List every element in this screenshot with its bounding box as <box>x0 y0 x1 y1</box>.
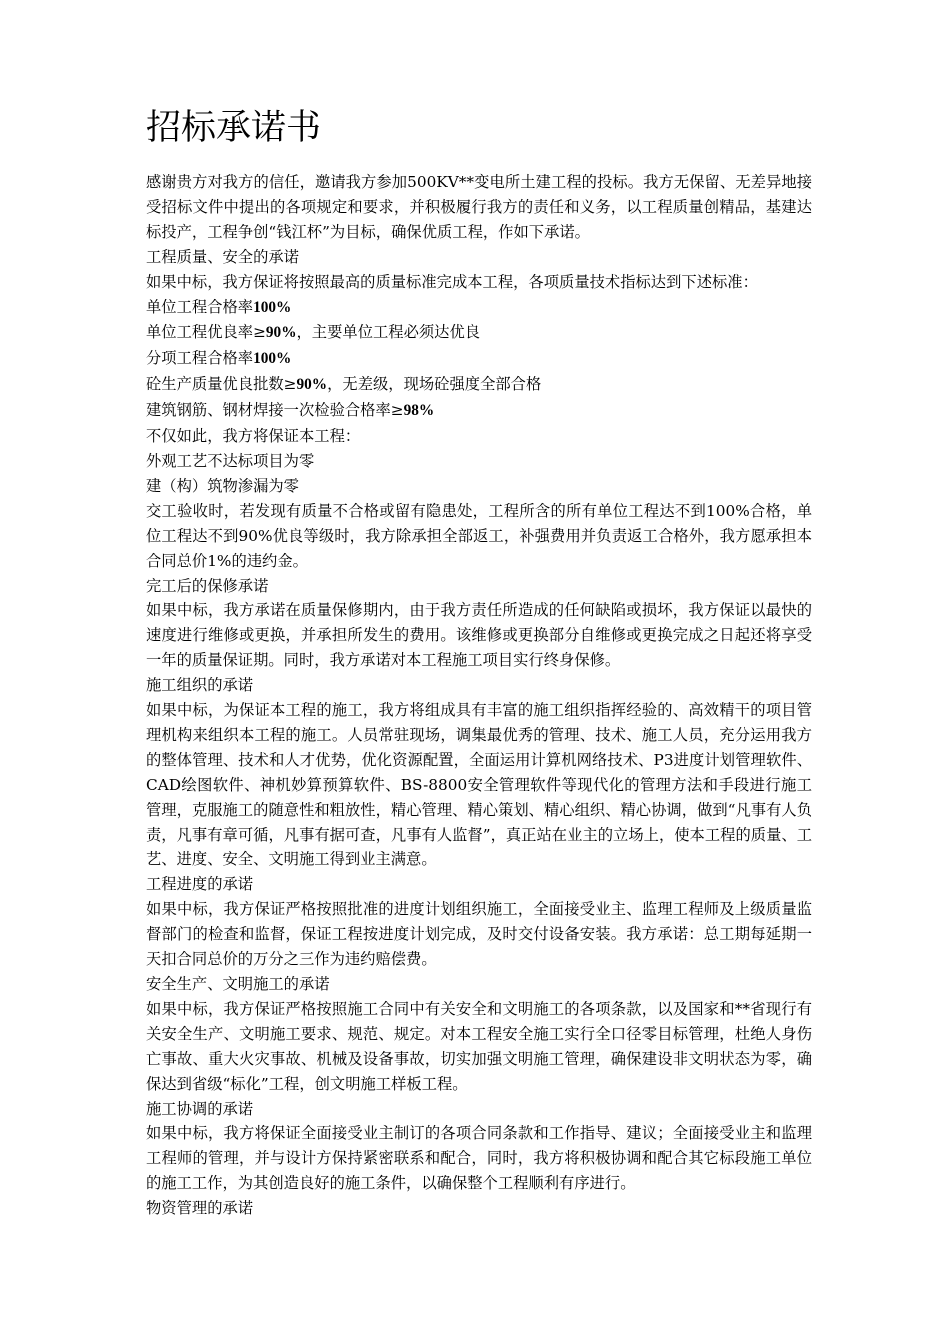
intro-paragraph: 感谢贵方对我方的信任，邀请我方参加500KV**变电所土建工程的投标。我方无保留、无差异地接受招标文件中提出的各项规定和要求，并积极履行我方的责任和义务，以工程质量创精品，基建达标投产，工程争创“钱江杯”为目标，确保优质工程，作如下承诺。 <box>146 173 812 241</box>
metric-label: 分项工程合格率 <box>146 349 254 368</box>
section-heading-schedule: 工程进度的承诺 <box>146 875 254 894</box>
section-heading-coordination: 施工协调的承诺 <box>146 1099 254 1118</box>
section-heading-quality: 工程质量、安全的承诺 <box>146 247 299 266</box>
metric-label: 砼生产质量优良批数≥ <box>146 375 297 394</box>
metric-item-pass <box>146 346 812 372</box>
section-heading-materials: 物资管理的承诺 <box>146 1199 254 1218</box>
metric-value: 100% <box>253 298 292 316</box>
document-title: 招标承诺书 <box>146 108 322 148</box>
section-heading-warranty: 完工后的保修承诺 <box>146 576 269 595</box>
guarantee-item: 建（构）筑物渗漏为零 <box>146 476 299 495</box>
metric-suffix: ，无差级，现场砼强度全部合格 <box>327 375 542 394</box>
metric-welding <box>146 398 812 424</box>
metric-unit-excellent <box>146 320 812 346</box>
metric-suffix: ，主要单位工程必须达优良 <box>296 323 481 342</box>
metric-value: 90% <box>265 324 297 342</box>
warranty-paragraph: 如果中标，我方承诺在质量保修期内，由于我方责任所造成的任何缺陷或损坏，我方保证以最快的速度进行维修或更换，并承担所发生的费用。该维修或更换部分自维修或更换完成之日起还将享受一年的质量保证期。同时，我方承诺对本工程施工项目实行终身保修。 <box>146 601 812 670</box>
quality-paragraph: 如果中标，我方保证将按照最高的质量标准完成本工程，各项质量技术指标达到下述标准： <box>146 272 758 291</box>
document-body <box>146 170 812 1221</box>
metric-value: 90% <box>296 376 328 394</box>
guarantee-item: 外观工艺不达标项目为零 <box>146 451 315 470</box>
organization-paragraph: 如果中标，为保证本工程的施工，我方将组成具有丰富的施工组织指挥经验的、高效精干的项目管理机构来组织本工程的施工。人员常驻现场，调集最优秀的管理、技术、施工人员，充分运用我方的整体管理、技术和人才优势，优化资源配置，全面运用计算机网络技术、P3进度计划管理软件、CAD绘图软件、神机妙算预算软件、BS-8800安全管理软件等现代化的管理方法和手段进行施工管理，克服施工的随意性和粗放性，精心管理、精心策划、精心组织、精心协调，做到“凡事有人负责，凡事有章可循，凡事有据可查，凡事有人监督”，真正站在业主的立场上，使本工程的质量、工艺、进度、安全、文明施工得到业主满意。 <box>146 701 812 869</box>
metric-unit-pass <box>146 295 812 321</box>
section-heading-organization: 施工组织的承诺 <box>146 676 254 695</box>
metric-label: 单位工程合格率 <box>146 297 254 316</box>
metric-label: 建筑钢筋、钢材焊接一次检验合格率≥ <box>146 401 404 420</box>
guarantee-intro: 不仅如此，我方将保证本工程： <box>146 427 361 446</box>
coordination-paragraph: 如果中标，我方将保证全面接受业主制订的各项合同条款和工作指导、建议；全面接受业主和监理工程师的管理，并与设计方保持紧密联系和配合，同时，我方将积极协调和配合其它标段施工单位的施工工作，为其创造良好的施工条件，以确保整个工程顺利有序进行。 <box>146 1124 812 1193</box>
metric-value: 100% <box>253 350 292 368</box>
schedule-paragraph: 如果中标，我方保证严格按照批准的进度计划组织施工，全面接受业主、监理工程师及上级质量监督部门的检查和监督，保证工程按进度计划完成，及时交付设备安装。我方承诺：总工期每延期一天扣合同总价的万分之三作为违约赔偿费。 <box>146 900 812 969</box>
metric-value: 98% <box>403 402 435 420</box>
document-page <box>146 98 812 1221</box>
metric-label: 单位工程优良率≥ <box>146 323 266 342</box>
safety-paragraph: 如果中标，我方保证严格按照施工合同中有关安全和文明施工的各项条款，以及国家和**省现行有关安全生产、文明施工要求、规范、规定。对本工程安全施工实行全口径零目标管理，杜绝人身伤亡事故、重大火灾事故、机械及设备事故，切实加强文明施工管理，确保建设非文明状态为零，确保达到省级“标化”工程，创文明施工样板工程。 <box>146 999 812 1093</box>
section-heading-safety: 安全生产、文明施工的承诺 <box>146 975 330 993</box>
penalty-paragraph: 交工验收时，若发现有质量不合格或留有隐患处，工程所含的所有单位工程达不到100%合格，单位工程达不到90%优良等级时，我方除承担全部返工，补强费用并负责返工合格外，我方愿承担本合同总价1%的违约金。 <box>146 501 812 570</box>
metric-concrete <box>146 372 812 398</box>
